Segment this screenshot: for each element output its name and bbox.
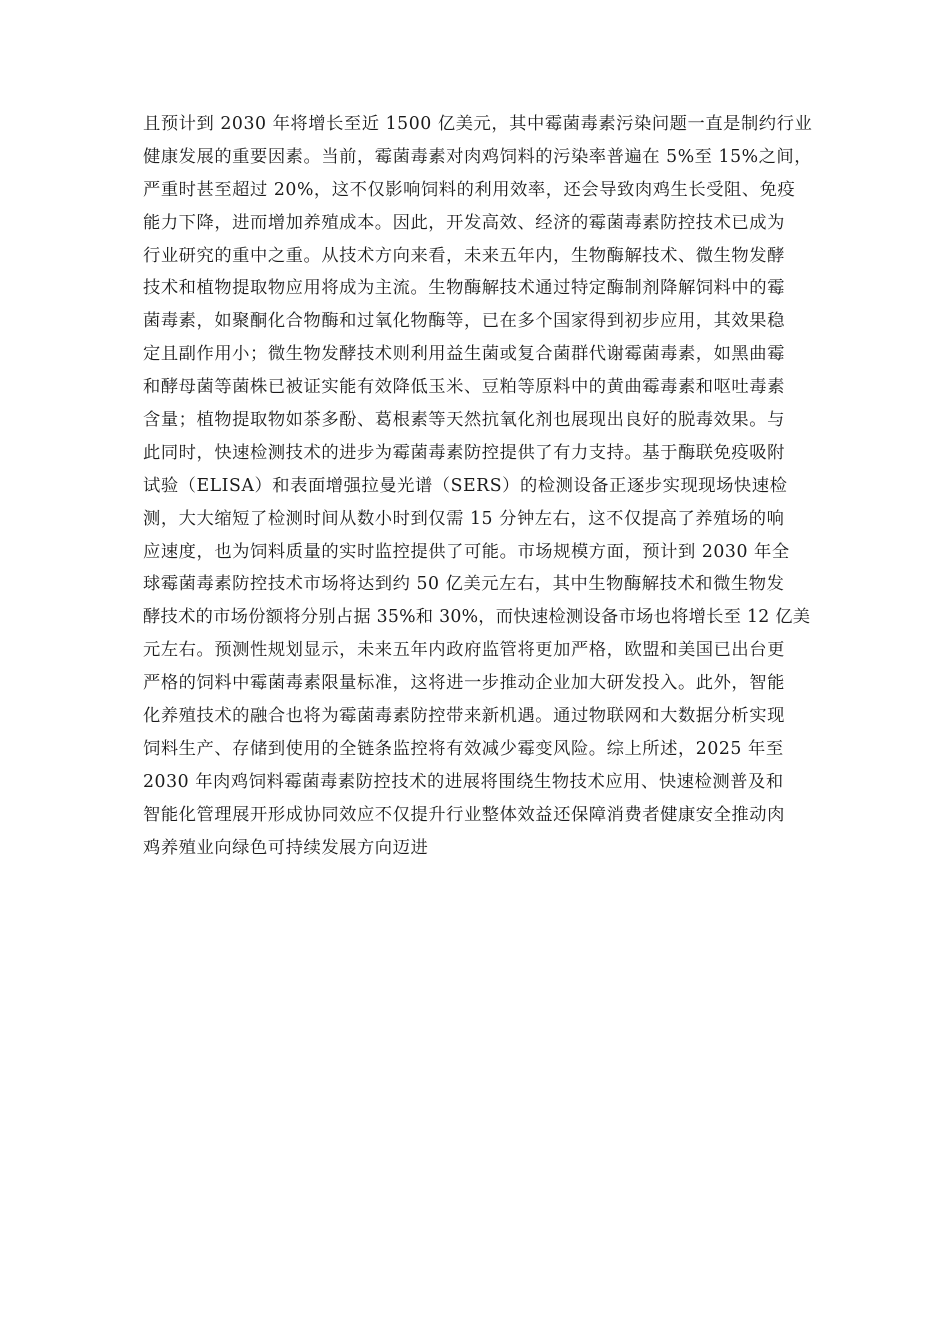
- text-line: 化养殖技术的融合也将为霉菌毒素防控带来新机遇。通过物联网和大数据分析实现: [143, 706, 785, 727]
- text-line: 元左右。预测性规划显示，未来五年内政府监管将更加严格，欧盟和美国已出台更: [143, 640, 785, 661]
- text-line: 此同时，快速检测技术的进步为霉菌毒素防控提供了有力支持。基于酶联免疫吸附: [143, 442, 785, 463]
- text-line: 菌毒素，如聚酮化合物酶和过氧化物酶等，已在多个国家得到初步应用，其效果稳: [143, 311, 785, 332]
- text-line: 2030 年肉鸡饲料霉菌毒素防控技术的进展将围绕生物技术应用、快速检测普及和: [143, 771, 784, 792]
- text-line: 测，大大缩短了检测时间从数小时到仅需 15 分钟左右，这不仅提高了养殖场的响: [143, 508, 785, 529]
- text-line: 健康发展的重要因素。当前，霉菌毒素对肉鸡饲料的污染率普遍在 5%至 15%之间，: [143, 146, 813, 167]
- text-line: 酵技术的市场份额将分别占据 35%和 30%，而快速检测设备市场也将增长至 12 亿美: [143, 607, 811, 628]
- body-paragraph: [143, 108, 813, 864]
- text-line: 能力下降，进而增加养殖成本。因此，开发高效、经济的霉菌毒素防控技术已成为: [143, 212, 785, 233]
- text-line: 应速度，也为饲料质量的实时监控提供了可能。市场规模方面，预计到 2030 年全: [143, 541, 790, 562]
- text-line: 严格的饲料中霉菌毒素限量标准，这将进一步推动企业加大研发投入。此外，智能: [143, 673, 785, 694]
- text-line: 含量；植物提取物如茶多酚、葛根素等天然抗氧化剂也展现出良好的脱毒效果。与: [143, 410, 785, 431]
- text-line: 智能化管理展开形成协同效应不仅提升行业整体效益还保障消费者健康安全推动肉: [143, 804, 785, 825]
- text-line: 球霉菌毒素防控技术市场将达到约 50 亿美元左右，其中生物酶解技术和微生物发: [143, 574, 785, 595]
- text-line: 饲料生产、存储到使用的全链条监控将有效减少霉变风险。综上所述，2025 年至: [143, 738, 784, 759]
- text-line: 试验（ELISA）和表面增强拉曼光谱（SERS）的检测设备正逐步实现现场快速检: [143, 475, 788, 496]
- text-line: 严重时甚至超过 20%，这不仅影响饲料的利用效率，还会导致肉鸡生长受阻、免疫: [143, 179, 796, 200]
- text-line: 行业研究的重中之重。从技术方向来看，未来五年内，生物酶解技术、微生物发酵: [143, 245, 785, 266]
- text-line: 鸡养殖业向绿色可持续发展方向迈进: [143, 837, 429, 858]
- text-line: 技术和植物提取物应用将成为主流。生物酶解技术通过特定酶制剂降解饲料中的霉: [143, 278, 785, 299]
- text-line: 定且副作用小；微生物发酵技术则利用益生菌或复合菌群代谢霉菌毒素，如黑曲霉: [143, 344, 785, 365]
- text-line: 和酵母菌等菌株已被证实能有效降低玉米、豆粕等原料中的黄曲霉毒素和呕吐毒素: [143, 377, 785, 398]
- text-line: 且预计到 2030 年将增长至近 1500 亿美元，其中霉菌毒素污染问题一直是制约行业: [143, 114, 813, 134]
